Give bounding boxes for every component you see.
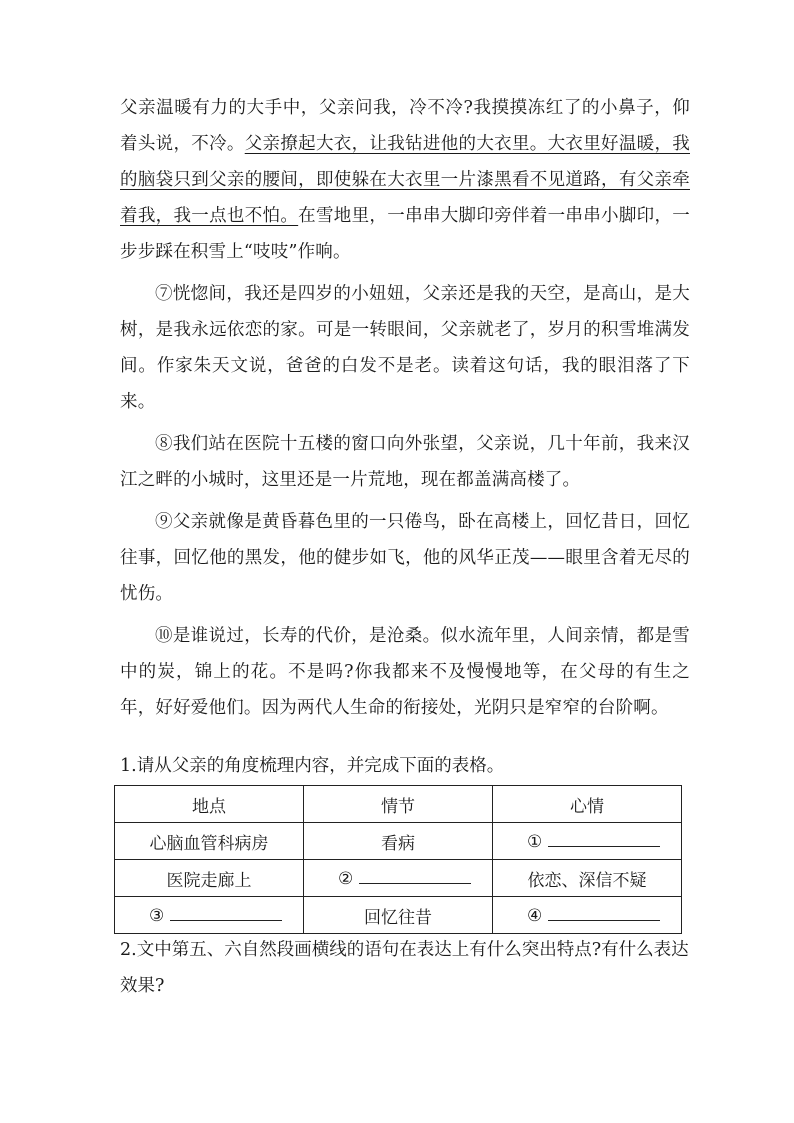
answer-blank-4[interactable]: [493, 897, 682, 934]
answer-blank-2[interactable]: [304, 860, 493, 897]
question-1: 1.请从父亲的角度梳理内容，并完成下面的表格。: [120, 756, 505, 776]
question-2: 2.文中第五、六自然段画横线的语句在表达上有什么突出特点?有什么表达效果?: [120, 940, 689, 996]
blank-number: ③: [149, 906, 165, 926]
blank-line: [359, 867, 471, 884]
blank-number: ②: [338, 869, 354, 889]
paragraph-6: [120, 90, 690, 270]
table-row: [115, 823, 682, 860]
answer-blank-3[interactable]: [115, 897, 304, 934]
answer-table: [114, 785, 682, 934]
blank-line: [170, 904, 282, 921]
paragraph-8: ⑧我们站在医院十五楼的窗口向外张望，父亲说，几十年前，我来汉江之畔的小城时，这里还是一片荒地，现在都盖满高楼了。: [120, 434, 690, 490]
paragraph-7: ⑦恍惚间，我还是四岁的小妞妞，父亲还是我的天空，是高山，是大树，是我永远依恋的家。可是一转眼间，父亲就老了，岁月的积雪堆满发间。作家朱天文说，爸爸的白发不是老。读着这句话，我的眼泪落了下来。: [120, 284, 690, 412]
table-header-mood: 心情: [493, 786, 682, 823]
table-cell: 看病: [304, 823, 493, 860]
underlined-sentence: 父亲撩起大衣，让我钻进他的大衣里。大衣里好温暖，我的脑袋只到父亲的腰间，即使躲在大衣里一片漆黑看不见道路，有父亲牵着我，我一点也不怕。: [120, 134, 690, 226]
blank-number: ①: [527, 832, 543, 852]
blank-line: [548, 830, 660, 847]
table-cell: 依恋、深信不疑: [493, 860, 682, 897]
table-header-location: 地点: [115, 786, 304, 823]
answer-blank-1[interactable]: [493, 823, 682, 860]
table-header-row: [115, 786, 682, 823]
paragraph-6-start: 父亲温暖有力的大手中，父亲问我，冷不冷?我摸摸冻红了的小鼻子，仰着头说，不冷。: [120, 98, 690, 154]
table-row: [115, 897, 682, 934]
paragraph-10: ⑩是谁说过，长寿的代价，是沧桑。似水流年里，人间亲情，都是雪中的炭，锦上的花。不是吗?你我都来不及慢慢地等，在父母的有生之年，好好爱他们。因为两代人生命的衔接处，光阴只是窄窄的台阶啊。: [120, 626, 690, 718]
blank-number: ④: [527, 906, 543, 926]
table-cell: 心脑血管科病房: [115, 823, 304, 860]
paragraph-6-end: 在雪地里，一串串大脚印旁伴着一串串小脚印，一步步踩在积雪上“吱吱”作响。: [120, 206, 691, 262]
table-cell: 回忆往昔: [304, 897, 493, 934]
body-text: [120, 90, 690, 726]
paragraph-9: ⑨父亲就像是黄昏暮色里的一只倦鸟，卧在高楼上，回忆昔日，回忆往事，回忆他的黑发，他的健步如飞，他的风华正茂——眼里含着无尽的忧伤。: [120, 512, 690, 604]
table-row: [115, 860, 682, 897]
table-header-plot: 情节: [304, 786, 493, 823]
table-cell: 医院走廊上: [115, 860, 304, 897]
blank-line: [548, 904, 660, 921]
